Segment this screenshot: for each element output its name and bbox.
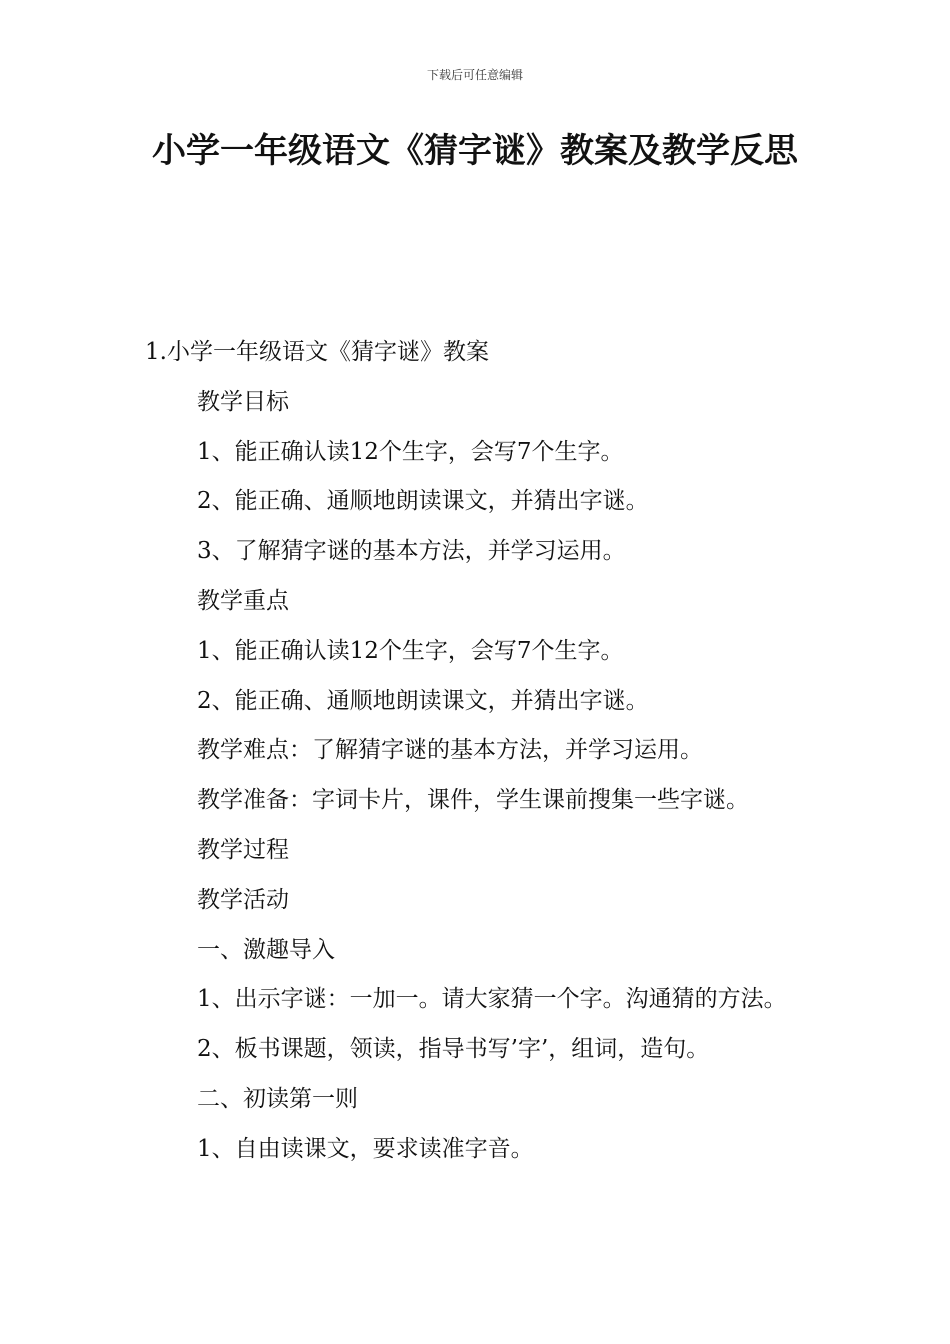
header-note: 下载后可任意编辑 xyxy=(426,68,523,82)
paragraph-section-two: 二、初读第一则 xyxy=(197,1085,358,1112)
paragraph-goal-1: 1、能正确认读12个生字，会写7个生字。 xyxy=(197,438,624,465)
document-title: 小学一年级语文《猜字谜》教案及教学反思 xyxy=(152,131,798,171)
paragraph-teaching-goals-heading: 教学目标 xyxy=(197,388,289,415)
paragraph-goal-2: 2、能正确、通顺地朗读课文，并猜出字谜。 xyxy=(197,488,649,515)
paragraph-key-points-heading: 教学重点 xyxy=(197,587,289,614)
paragraph-process-heading: 教学过程 xyxy=(197,836,289,863)
paragraph-riddle-intro: 1、出示字谜：一加一。请大家猜一个字。沟通猜的方法。 xyxy=(197,986,787,1013)
paragraph-key-point-1: 1、能正确认读12个生字，会写7个生字。 xyxy=(197,637,624,664)
document-body xyxy=(145,328,810,1175)
paragraph-key-point-2: 2、能正确、通顺地朗读课文，并猜出字谜。 xyxy=(197,687,649,714)
section-heading: 1.小学一年级语文《猜字谜》教案 xyxy=(145,339,489,365)
paragraph-section-one: 一、激趣导入 xyxy=(197,936,335,963)
paragraph-free-reading: 1、自由读课文，要求读准字音。 xyxy=(197,1135,534,1162)
paragraph-difficulty: 教学难点：了解猜字谜的基本方法，并学习运用。 xyxy=(197,737,703,764)
paragraph-goal-3: 3、了解猜字谜的基本方法，并学习运用。 xyxy=(197,538,626,565)
paragraph-board-title: 2、板书课题，领读，指导书写’字’，组词，造句。 xyxy=(197,1036,710,1063)
paragraph-activities-heading: 教学活动 xyxy=(197,886,289,913)
paragraph-preparation: 教学准备：字词卡片，课件，学生课前搜集一些字谜。 xyxy=(197,787,749,814)
